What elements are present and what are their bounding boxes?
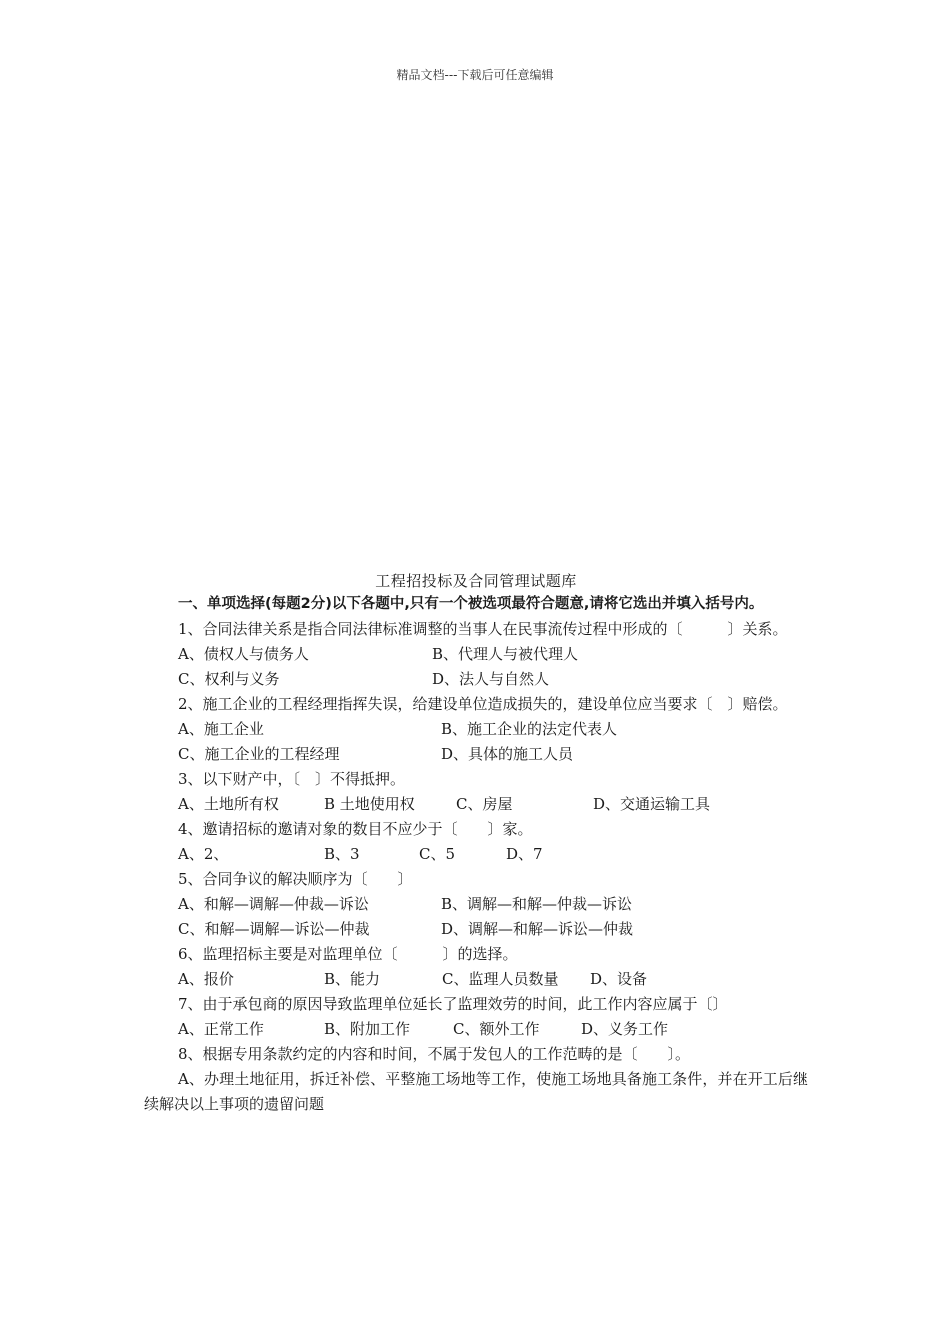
option-d: D、设备	[590, 970, 648, 988]
option-row	[144, 667, 808, 692]
option-a-text: A、办理土地征用，拆迁补偿、平整施工场地等工作，使施工场地具备施工条件，并在开工后继续解决以上事项的遗留问题	[144, 1070, 808, 1113]
option-b: B、3	[324, 845, 360, 863]
question-stem: 2、施工企业的工程经理指挥失误，给建设单位造成损失的，建设单位应当要求〔 〕赔偿。	[178, 695, 788, 713]
option-a: A、施工企业	[178, 720, 264, 738]
question-stem: 5、合同争议的解决顺序为〔 〕	[178, 870, 413, 888]
option-row	[144, 642, 808, 667]
option-row	[144, 717, 808, 742]
option-row	[144, 792, 808, 817]
option-c: C、房屋	[456, 795, 513, 813]
question-stem: 6、监理招标主要是对监理单位〔 〕的选择。	[178, 945, 518, 963]
option-b: B、附加工作	[324, 1020, 411, 1038]
option-b: B 土地使用权	[324, 795, 415, 813]
question-stem: 1、合同法律关系是指合同法律标准调整的当事人在民事流传过程中形成的〔 〕关系。	[178, 620, 788, 638]
question-stem: 8、根据专用条款约定的内容和时间，不属于发包人的工作范畴的是〔 〕。	[178, 1045, 691, 1063]
option-c: C、监理人员数量	[442, 970, 559, 988]
document-title: 工程招投标及合同管理试题库	[375, 572, 577, 590]
option-a: A、债权人与债务人	[178, 645, 309, 663]
option-row	[144, 917, 808, 942]
document-body	[144, 570, 808, 1117]
option-a: A、报价	[178, 970, 234, 988]
option-a: A、和解—调解—仲裁—诉讼	[178, 895, 369, 913]
option-c: C、施工企业的工程经理	[178, 745, 340, 763]
option-d: D、7	[506, 845, 543, 863]
option-b: B、代理人与被代理人	[432, 645, 579, 663]
option-row	[144, 892, 808, 917]
option-d: D、具体的施工人员	[441, 745, 574, 763]
option-d: D、义务工作	[581, 1020, 669, 1038]
option-d: D、法人与自然人	[432, 670, 550, 688]
option-c: C、权利与义务	[178, 670, 280, 688]
option-row	[144, 742, 808, 767]
option-c: C、额外工作	[453, 1020, 540, 1038]
option-c: C、5	[419, 845, 456, 863]
option-b: B、能力	[324, 970, 381, 988]
option-b: B、施工企业的法定代表人	[441, 720, 618, 738]
option-c: C、和解—调解—诉讼—仲裁	[178, 920, 370, 938]
option-a: A、土地所有权	[178, 795, 279, 813]
option-b: B、调解—和解—仲裁—诉讼	[441, 895, 633, 913]
question-stem: 3、以下财产中，〔 〕不得抵押。	[178, 770, 406, 788]
option-d: D、交通运输工具	[593, 795, 711, 813]
option-a: A、2、	[178, 845, 229, 863]
page-header-note: 精品文档---下载后可任意编辑	[396, 68, 554, 82]
section-heading: 一、单项选择(每题2分)以下各题中,只有一个被选项最符合题意,请将它选出并填入括号内。	[178, 596, 764, 612]
option-row	[144, 1017, 808, 1042]
question-stem: 4、邀请招标的邀请对象的数目不应少于〔 〕家。	[178, 820, 533, 838]
option-d: D、调解—和解—诉讼—仲裁	[441, 920, 634, 938]
option-row	[144, 842, 808, 867]
option-a: A、正常工作	[178, 1020, 264, 1038]
option-row	[144, 967, 808, 992]
question-stem: 7、由于承包商的原因导致监理单位延长了监理效劳的时间，此工作内容应属于〔〕	[178, 995, 728, 1013]
